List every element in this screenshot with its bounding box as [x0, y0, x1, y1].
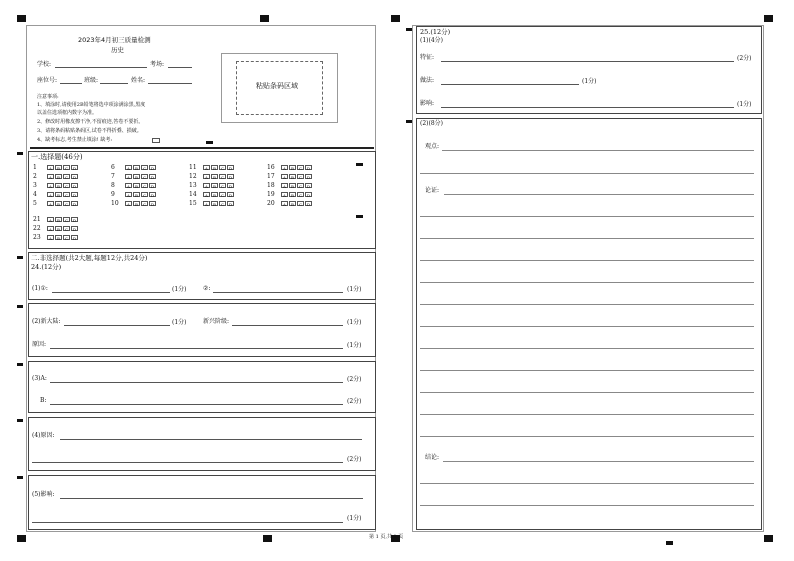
choice-question-row [267, 173, 313, 180]
q25-title: 25.(12分) [420, 28, 451, 36]
answer-line[interactable] [420, 505, 754, 506]
option-bubble-c[interactable]: C [298, 166, 303, 171]
class-field[interactable] [100, 83, 128, 84]
answer-line[interactable] [420, 216, 754, 217]
q24-3-b-pts: (2分) [347, 398, 362, 405]
option-bubble-a[interactable]: A [47, 201, 54, 206]
option-bubble-b[interactable]: B [133, 165, 140, 170]
q24-2-c-label: 原因: [32, 341, 47, 348]
corner-mark-bl [17, 535, 26, 542]
q25-1-title: (1)(4分) [420, 37, 443, 44]
option-bubble-b[interactable]: B [289, 165, 296, 170]
q25-2-box [416, 118, 762, 530]
exam-room-field[interactable] [168, 67, 192, 68]
side-mark [17, 305, 23, 308]
choice-question-row [267, 164, 313, 171]
question-number: 1 [33, 164, 37, 171]
option-bubble-d[interactable]: D [306, 184, 311, 189]
option-bubble-c[interactable]: C [142, 166, 147, 171]
q24-5-pts: (1分) [347, 515, 362, 522]
corner-mark-top-mid2 [391, 15, 400, 22]
option-bubble-a[interactable]: A [281, 192, 288, 197]
choice-question-row [189, 173, 235, 180]
option-bubble-d[interactable]: D [306, 202, 311, 207]
side-mark [17, 256, 23, 259]
option-bubble-d[interactable]: D [72, 236, 77, 241]
option-bubble-b[interactable]: B [55, 226, 62, 231]
question-number: 16 [267, 164, 275, 171]
choice-question-row [189, 182, 235, 189]
choice-question-row [33, 200, 79, 207]
option-bubble-d[interactable]: D [150, 184, 155, 189]
option-bubble-a[interactable]: A [47, 235, 54, 240]
option-bubble-c[interactable]: C [64, 202, 69, 207]
q24-1-a-label: (1)①: [32, 285, 48, 292]
option-bubble-c[interactable]: C [220, 166, 225, 171]
option-bubble-b[interactable]: B [211, 174, 218, 179]
option-bubble-b[interactable]: B [289, 183, 296, 188]
question-number: 21 [33, 216, 41, 223]
q24-2-b-pts: (1分) [347, 319, 362, 326]
q24-2-a-label: (2)新大陆: [32, 318, 61, 325]
side-mark [17, 419, 23, 422]
option-bubble-d[interactable]: D [228, 202, 233, 207]
option-bubble-a[interactable]: A [281, 174, 288, 179]
name-field[interactable] [148, 83, 192, 84]
q24-4-field-2[interactable] [32, 462, 343, 463]
side-mark [17, 363, 23, 366]
bottom-small-mark [666, 541, 673, 545]
page-footer: 第 1 页,共 1 页 [369, 534, 404, 540]
option-bubble-a[interactable]: A [125, 192, 132, 197]
separator [30, 147, 374, 149]
option-bubble-d[interactable]: D [72, 218, 77, 223]
option-bubble-b[interactable]: B [211, 192, 218, 197]
question-number: 10 [111, 200, 119, 207]
option-bubble-c[interactable]: C [220, 193, 225, 198]
answer-line[interactable] [420, 414, 754, 415]
option-bubble-b[interactable]: B [133, 174, 140, 179]
argument-label: 论证: [425, 187, 440, 194]
question-number: 18 [267, 182, 275, 189]
notice-title: 注意事项: [37, 94, 59, 100]
choice-question-row [33, 173, 79, 180]
option-bubble-d[interactable]: D [306, 193, 311, 198]
q24-title: 24.(12分) [31, 263, 62, 271]
option-bubble-d[interactable]: D [228, 184, 233, 189]
option-bubble-a[interactable]: A [281, 165, 288, 170]
seat-label: 座位号: [37, 77, 58, 84]
side-mark [17, 152, 23, 155]
option-bubble-c[interactable]: C [64, 175, 69, 180]
answer-line[interactable] [420, 348, 754, 349]
option-bubble-a[interactable]: A [47, 217, 54, 222]
choice-question-row [111, 200, 157, 207]
option-bubble-c[interactable]: C [298, 202, 303, 207]
q24-2-b-label: 新兴阶级: [203, 318, 230, 325]
option-bubble-b[interactable]: B [55, 165, 62, 170]
question-number: 7 [111, 173, 115, 180]
seat-field[interactable] [60, 83, 82, 84]
option-bubble-a[interactable]: A [47, 165, 54, 170]
option-bubble-a[interactable]: A [281, 183, 288, 188]
choice-question-row [33, 234, 79, 241]
option-bubble-c[interactable]: C [64, 227, 69, 232]
practice-pts: (1分) [582, 78, 597, 85]
option-bubble-b[interactable]: B [133, 201, 140, 206]
option-bubble-d[interactable]: D [72, 184, 77, 189]
q25-1-box [416, 26, 762, 114]
option-bubble-b[interactable]: B [55, 174, 62, 179]
q24-1-a-pts: (1分) [172, 286, 187, 293]
notice-item: 3、请将条码粘贴条码区,试卷不得折叠、损破。 [37, 128, 142, 134]
option-bubble-c[interactable]: C [64, 184, 69, 189]
class-label: 班级: [84, 77, 99, 84]
option-bubble-d[interactable]: D [306, 166, 311, 171]
choice-question-row [111, 173, 157, 180]
conclusion-label: 结论: [425, 454, 440, 461]
notice-item: 4、缺考标志,考生禁止填涂! 缺考: [37, 137, 113, 143]
q24-1-a-field[interactable] [52, 292, 170, 293]
q24-4-label: (4)原因: [32, 432, 55, 439]
q24-3-a-field[interactable] [50, 382, 343, 383]
option-bubble-d[interactable]: D [72, 227, 77, 232]
choice-question-row [33, 164, 79, 171]
option-bubble-c[interactable]: C [220, 184, 225, 189]
q24-2-c-field[interactable] [50, 348, 343, 349]
choice-question-row [33, 225, 79, 232]
option-bubble-b[interactable]: B [289, 174, 296, 179]
option-bubble-b[interactable]: B [211, 201, 218, 206]
q24-3-a-pts: (2分) [347, 376, 362, 383]
question-number: 22 [33, 225, 41, 232]
q24-3-b-field[interactable] [50, 404, 343, 405]
option-bubble-b[interactable]: B [55, 201, 62, 206]
option-bubble-b[interactable]: B [55, 235, 62, 240]
option-bubble-c[interactable]: C [64, 218, 69, 223]
choice-question-row [189, 164, 235, 171]
option-bubble-a[interactable]: A [203, 165, 210, 170]
choice-question-row [267, 191, 313, 198]
exam-room-label: 考场: [150, 61, 165, 68]
option-bubble-a[interactable]: A [125, 165, 132, 170]
q24-3-b-label: B: [40, 397, 47, 404]
option-bubble-a[interactable]: A [47, 226, 54, 231]
impact-field[interactable] [441, 107, 734, 108]
q24-3-a-label: (3)A: [32, 375, 47, 382]
q24-1-b-field[interactable] [213, 292, 343, 293]
answer-line[interactable] [420, 436, 754, 437]
corner-mark-top-mid [260, 15, 269, 22]
exam-title: 2023年4月初三质量检测 [78, 36, 151, 44]
option-bubble-b[interactable]: B [133, 183, 140, 188]
section2-title: 二.非选择题(共2大题,每题12分,共24分) [31, 254, 148, 262]
option-bubble-a[interactable]: A [203, 201, 210, 206]
option-bubble-c[interactable]: C [64, 193, 69, 198]
choice-question-row [111, 164, 157, 171]
answer-line[interactable] [420, 260, 754, 261]
option-bubble-c[interactable]: C [298, 175, 303, 180]
option-bubble-c[interactable]: C [64, 166, 69, 171]
option-bubble-d[interactable]: D [150, 175, 155, 180]
side-mark [17, 476, 23, 479]
question-number: 11 [189, 164, 197, 171]
option-bubble-a[interactable]: A [47, 174, 54, 179]
answer-line[interactable] [420, 392, 754, 393]
question-number: 23 [33, 234, 41, 241]
q24-3-box [28, 361, 376, 413]
question-number: 19 [267, 191, 275, 198]
q25-2-title: (2)(8分) [420, 120, 443, 127]
option-bubble-b[interactable]: B [211, 165, 218, 170]
option-bubble-b[interactable]: B [211, 183, 218, 188]
answer-line[interactable] [443, 461, 754, 462]
answer-line[interactable] [442, 150, 754, 151]
q24-4-pts: (2分) [347, 456, 362, 463]
barcode-label: 粘贴条码区域 [256, 82, 298, 90]
option-bubble-d[interactable]: D [150, 202, 155, 207]
choice-question-row [267, 200, 313, 207]
q24-2-a-pts: (1分) [172, 319, 187, 326]
option-bubble-d[interactable]: D [228, 193, 233, 198]
exam-subject: 历史 [111, 46, 124, 54]
answer-line[interactable] [420, 238, 754, 239]
corner-mark-tl [17, 15, 26, 22]
choice-question-row [33, 216, 79, 223]
option-bubble-a[interactable]: A [125, 183, 132, 188]
option-bubble-b[interactable]: B [289, 201, 296, 206]
option-bubble-c[interactable]: C [220, 175, 225, 180]
question-number: 9 [111, 191, 115, 198]
impact-label: 影响: [420, 100, 435, 107]
practice-label: 做法: [420, 77, 435, 84]
practice-field[interactable] [441, 84, 579, 85]
feature-field[interactable] [441, 61, 734, 62]
question-number: 8 [111, 182, 115, 189]
choice-question-row [111, 191, 157, 198]
question-number: 17 [267, 173, 275, 180]
option-bubble-a[interactable]: A [47, 192, 54, 197]
question-number: 12 [189, 173, 197, 180]
option-bubble-a[interactable]: A [125, 201, 132, 206]
viewpoint-label: 观点: [425, 143, 440, 150]
q24-1-b-pts: (1分) [347, 286, 362, 293]
q24-5-field-1[interactable] [60, 498, 363, 499]
choice-question-row [33, 191, 79, 198]
choice-question-row [111, 182, 157, 189]
option-bubble-c[interactable]: C [220, 202, 225, 207]
option-bubble-b[interactable]: B [55, 217, 62, 222]
notice-item: 2、修改时用橡皮擦干净,不留痕迹,答卷不要折。 [37, 119, 144, 125]
option-bubble-d[interactable]: D [150, 166, 155, 171]
question-number: 2 [33, 173, 37, 180]
option-bubble-d[interactable]: D [150, 193, 155, 198]
school-label: 学校: [37, 61, 52, 68]
feature-label: 特征: [420, 54, 435, 61]
choice-question-row [189, 200, 235, 207]
option-bubble-c[interactable]: C [298, 184, 303, 189]
absent-checkbox[interactable] [152, 138, 160, 143]
option-bubble-d[interactable]: D [228, 166, 233, 171]
option-bubble-d[interactable]: D [72, 175, 77, 180]
section1-title: 一.选择题(46分) [31, 153, 83, 161]
question-number: 20 [267, 200, 275, 207]
q24-2-a-field[interactable] [64, 325, 170, 326]
option-bubble-a[interactable]: A [281, 201, 288, 206]
choice-question-row [189, 191, 235, 198]
question-number: 4 [33, 191, 37, 198]
option-bubble-b[interactable]: B [55, 183, 62, 188]
option-bubble-d[interactable]: D [72, 202, 77, 207]
option-bubble-c[interactable]: C [142, 184, 147, 189]
q24-2-b-field[interactable] [232, 325, 343, 326]
corner-mark-bm [263, 535, 272, 542]
question-number: 13 [189, 182, 197, 189]
answer-line[interactable] [420, 304, 754, 305]
notice-item: 以盖住选项框内数字为准。 [37, 110, 98, 116]
question-number: 3 [33, 182, 37, 189]
question-number: 5 [33, 200, 37, 207]
question-number: 6 [111, 164, 115, 171]
answer-line[interactable] [420, 326, 754, 327]
impact-pts: (1分) [737, 101, 752, 108]
answer-line[interactable] [420, 173, 754, 174]
option-bubble-a[interactable]: A [203, 174, 210, 179]
corner-mark-tr [764, 15, 773, 22]
option-bubble-a[interactable]: A [47, 183, 54, 188]
option-bubble-d[interactable]: D [306, 175, 311, 180]
name-label: 姓名: [131, 77, 146, 84]
option-bubble-c[interactable]: C [142, 175, 147, 180]
question-number: 14 [189, 191, 197, 198]
school-field[interactable] [55, 67, 147, 68]
option-bubble-d[interactable]: D [72, 193, 77, 198]
q24-2-c-pts: (1分) [347, 342, 362, 349]
option-bubble-c[interactable]: C [142, 202, 147, 207]
answer-line[interactable] [420, 483, 754, 484]
option-bubble-c[interactable]: C [298, 193, 303, 198]
q24-5-field-2[interactable] [32, 522, 343, 523]
choice-question-row [267, 182, 313, 189]
option-bubble-b[interactable]: B [289, 192, 296, 197]
option-bubble-b[interactable]: B [55, 192, 62, 197]
q24-1-b-label: ②: [203, 285, 211, 292]
option-bubble-b[interactable]: B [133, 192, 140, 197]
notice-item: 1、填涂时,请使用2B铅笔将选中项涂满涂黑,黑度 [37, 102, 146, 108]
option-bubble-c[interactable]: C [142, 193, 147, 198]
corner-mark-br [764, 535, 773, 542]
option-bubble-a[interactable]: A [203, 192, 210, 197]
option-bubble-d[interactable]: D [72, 166, 77, 171]
option-bubble-c[interactable]: C [64, 236, 69, 241]
q24-4-field-1[interactable] [60, 439, 362, 440]
option-bubble-a[interactable]: A [125, 174, 132, 179]
answer-line[interactable] [420, 370, 754, 371]
choice-question-row [33, 182, 79, 189]
answer-line[interactable] [420, 282, 754, 283]
q24-5-label: (5)影响: [32, 491, 55, 498]
option-bubble-a[interactable]: A [203, 183, 210, 188]
option-bubble-d[interactable]: D [228, 175, 233, 180]
question-number: 15 [189, 200, 197, 207]
feature-pts: (2分) [737, 55, 752, 62]
answer-line[interactable] [444, 194, 754, 195]
